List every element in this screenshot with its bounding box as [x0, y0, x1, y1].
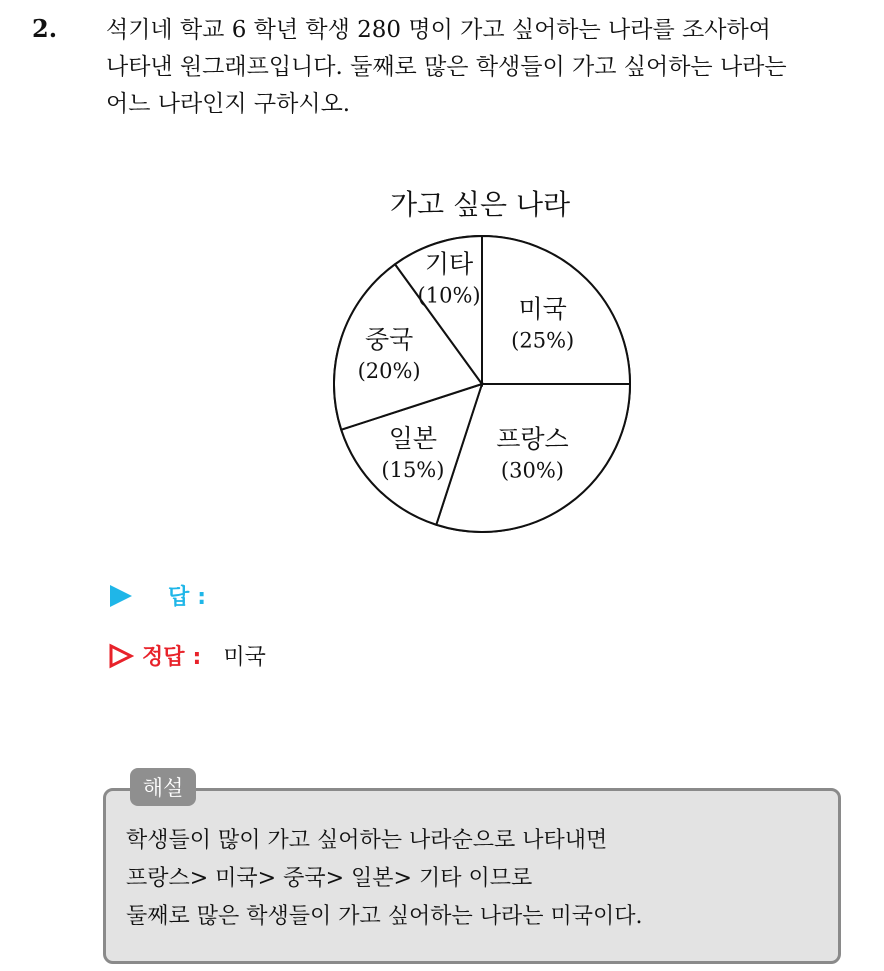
- correct-answer-row: [108, 640, 266, 671]
- pie-slice-label: 프랑스: [496, 424, 569, 454]
- answer-label: 답 :: [168, 585, 207, 610]
- solution-badge: 해설: [130, 768, 196, 806]
- pie-slice-label: 중국: [364, 324, 414, 354]
- pie-slice-value: (10%): [417, 283, 481, 308]
- pie-slice-label: 일본: [388, 424, 438, 454]
- pie-slice-value: (25%): [511, 328, 575, 353]
- question-text: [106, 12, 866, 123]
- question-line: 나타낸 원그래프입니다. 둘째로 많은 학생들이 가고 싶어하는 나라는: [106, 54, 787, 80]
- chart-title: 가고 싶은 나라: [389, 188, 571, 221]
- pie-slice-label: 기타: [424, 249, 474, 279]
- question-number: 2.: [32, 14, 58, 43]
- pie-slice-value: (20%): [357, 358, 421, 383]
- pie-slice-value: (30%): [500, 458, 564, 483]
- answer-row: [108, 580, 206, 611]
- pie-slice-value: (15%): [381, 458, 445, 483]
- solution-line: 프랑스> 미국> 중국> 일본> 기타 이므로: [126, 866, 533, 891]
- question-line: 석기네 학교 6 학년 학생 280 명이 가고 싶어하는 나라를 조사하여: [106, 17, 771, 43]
- filled-triangle-icon: [108, 583, 134, 609]
- correct-answer-value: 미국: [223, 645, 266, 670]
- solution-text: [126, 822, 826, 936]
- solution-line: 학생들이 많이 가고 싶어하는 나라순으로 나타내면: [126, 828, 608, 853]
- solution-line: 둘째로 많은 학생들이 가고 싶어하는 나라는 미국이다.: [126, 904, 643, 929]
- pie-chart: [320, 222, 644, 546]
- pie-slice-label: 미국: [518, 294, 567, 324]
- question-line: 어느 나라인지 구하시오.: [106, 91, 351, 117]
- outline-triangle-icon: [108, 643, 134, 669]
- correct-answer-label: 정답 :: [142, 645, 202, 670]
